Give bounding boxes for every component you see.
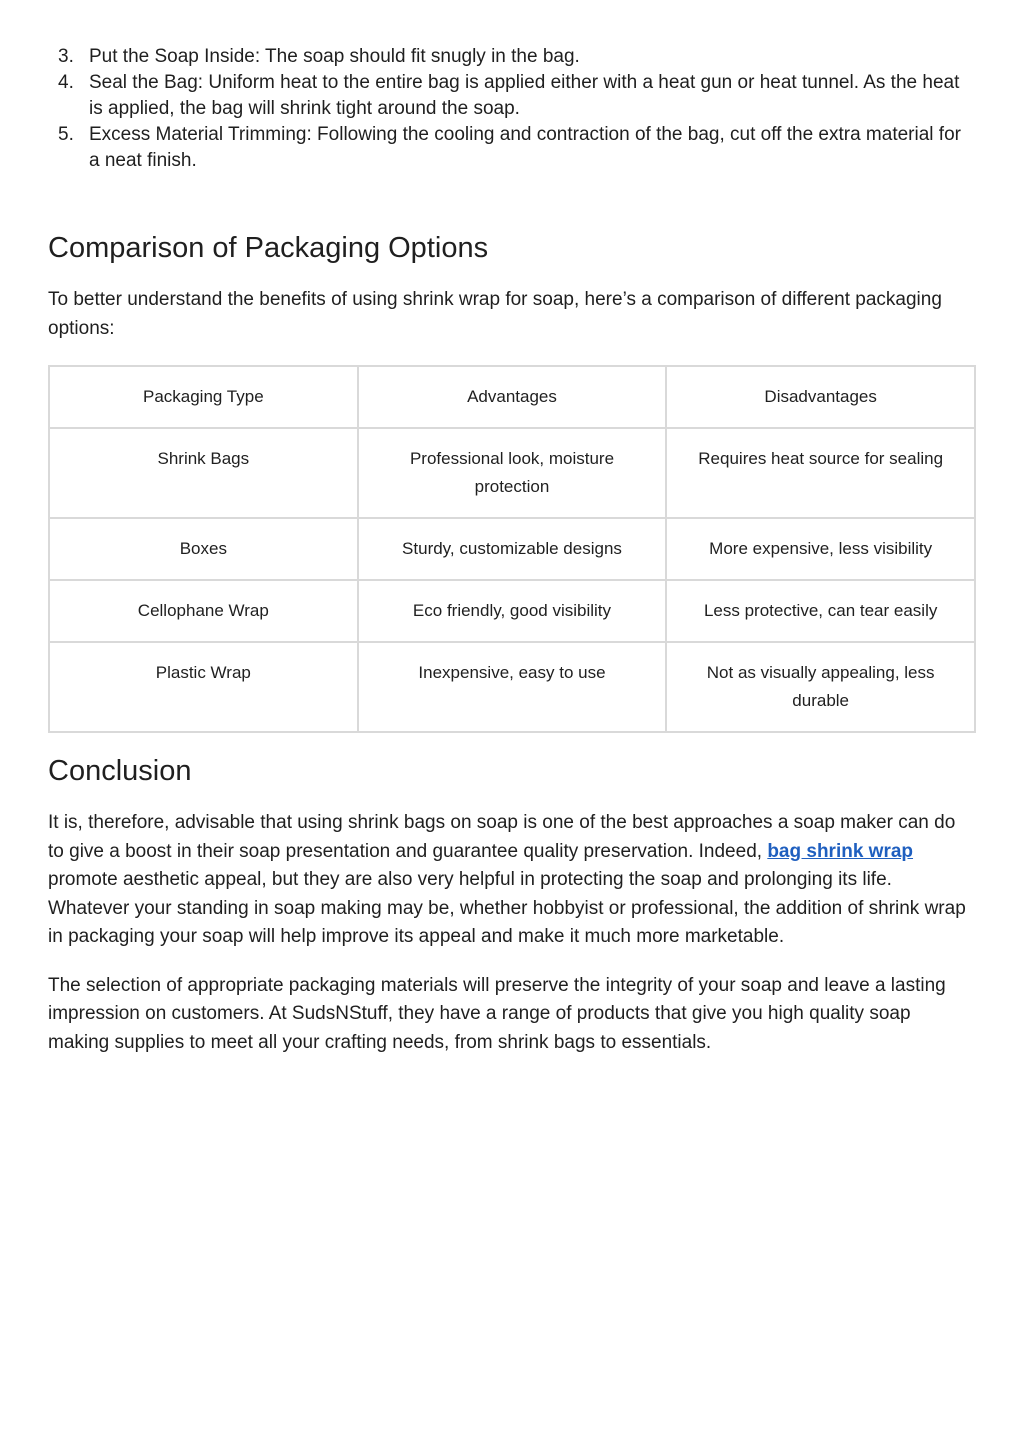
comparison-intro: To better understand the benefits of using shrink wrap for soap, here’s a comparison of different packaging options: — [48, 289, 942, 339]
table-row — [49, 580, 975, 642]
steps-list — [48, 44, 976, 174]
table-header-cell: Disadvantages — [666, 366, 975, 428]
table-cell: Professional look, moisture protection — [358, 428, 667, 518]
table-cell: Requires heat source for sealing — [666, 428, 975, 518]
table-cell: Plastic Wrap — [49, 642, 358, 732]
document-page — [48, 44, 976, 1057]
table-cell: Eco friendly, good visibility — [358, 580, 667, 642]
table-cell: More expensive, less visibility — [666, 518, 975, 580]
list-item — [48, 122, 976, 174]
table-cell: Not as visually appealing, less durable — [666, 642, 975, 732]
table-cell: Less protective, can tear easily — [666, 580, 975, 642]
table-cell: Boxes — [49, 518, 358, 580]
list-item-text: Seal the Bag: Uniform heat to the entire bag is applied either with a heat gun or heat tunnel. As the heat is applied, the bag will shrink tight around the soap. — [89, 72, 960, 119]
list-item-text: Excess Material Trimming: Following the cooling and contraction of the bag, cut off the extra material for a neat finish. — [89, 124, 961, 171]
list-item-number: 3. — [58, 46, 74, 67]
table-header-cell: Packaging Type — [49, 366, 358, 428]
list-item-text: Put the Soap Inside: The soap should fit snugly in the bag. — [89, 46, 580, 67]
bag-shrink-wrap-link[interactable]: bag shrink wrap — [767, 840, 914, 862]
table-row — [49, 642, 975, 732]
table-header-cell: Advantages — [358, 366, 667, 428]
list-item — [48, 70, 976, 122]
comparison-heading: Comparison of Packaging Options — [48, 232, 489, 264]
list-item-number: 4. — [58, 72, 74, 93]
conclusion-paragraph — [48, 809, 976, 952]
list-item-number: 5. — [58, 124, 74, 145]
conclusion-heading: Conclusion — [48, 755, 192, 787]
table-cell: Sturdy, customizable designs — [358, 518, 667, 580]
table-cell: Cellophane Wrap — [49, 580, 358, 642]
conclusion-text-start: It is, therefore, advisable that using shrink bags on soap is one of the best approaches a soap maker can do to give a boost in their soap presentation and guarantee quality preservation. Indeed, — [48, 812, 956, 862]
table-header-row — [49, 366, 975, 428]
table-cell: Shrink Bags — [49, 428, 358, 518]
closing-paragraph: The selection of appropriate packaging materials will preserve the integrity of your soap and leave a lasting impression on customers. At SudsNStuff, they have a range of products that give you high quality soap making supplies to meet all your crafting needs, from shrink bags to essentials. — [48, 974, 946, 1053]
list-item — [48, 44, 976, 70]
table-row — [49, 518, 975, 580]
comparison-table — [48, 365, 976, 733]
table-cell: Inexpensive, easy to use — [358, 642, 667, 732]
table-row — [49, 428, 975, 518]
conclusion-text-end: promote aesthetic appeal, but they are also very helpful in protecting the soap and prolonging its life. Whatever your standing in soap making may be, whether hobbyist or professional, the addition of shrink wrap in packaging your soap will help improve its appeal and make it much more marketable. — [48, 869, 966, 947]
